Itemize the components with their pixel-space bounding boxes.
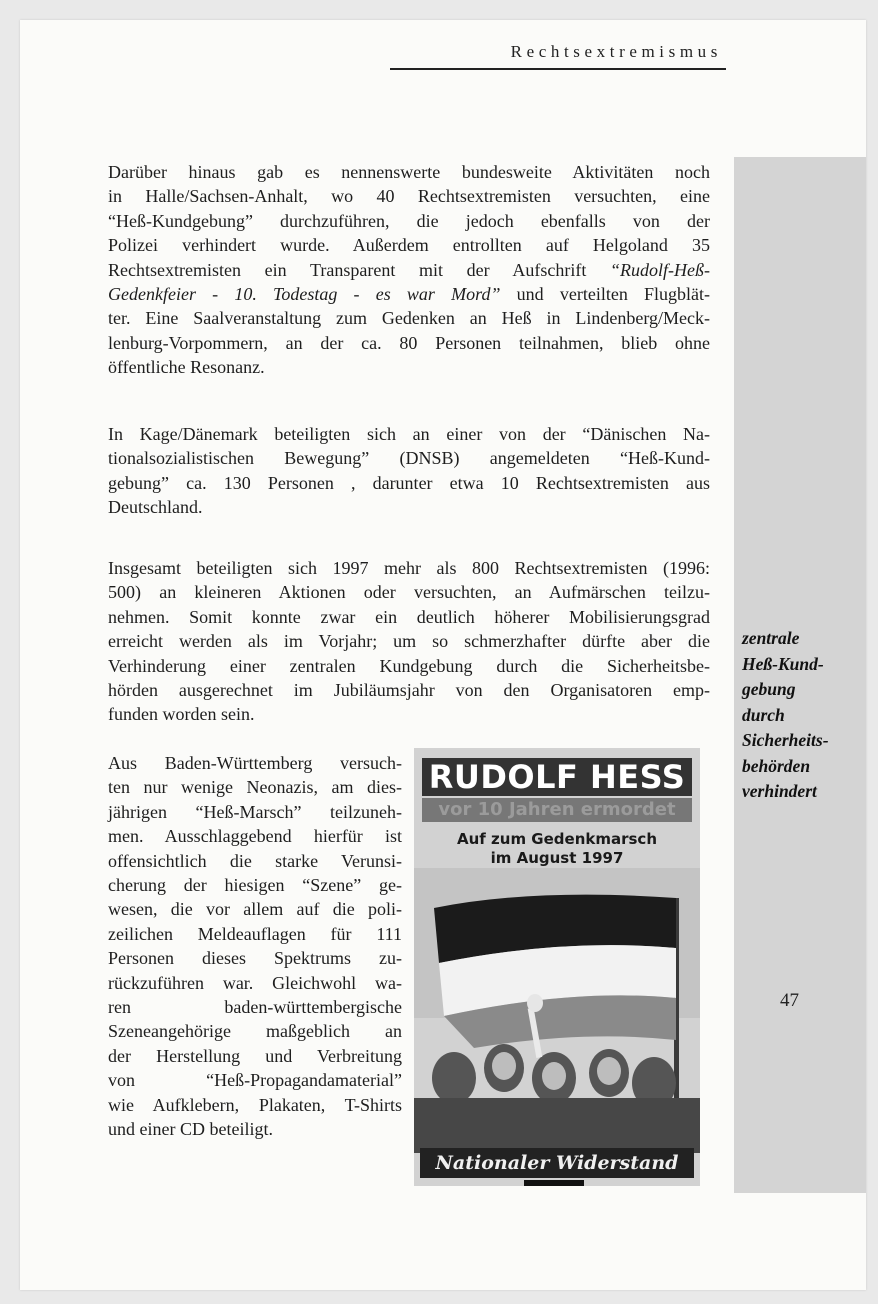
propaganda-poster-image xyxy=(414,748,700,1186)
text-line: men. Ausschlaggebend hierfür ist xyxy=(108,826,402,847)
paragraph-helgoland xyxy=(108,160,710,380)
text-line: 500) an kleineren Aktionen oder versuchten, an Aufmärschen teilzu- xyxy=(108,582,710,603)
text-line: der Herstellung und Verbreitung xyxy=(108,1045,402,1066)
margin-note-line: Sicherheits- xyxy=(742,730,829,750)
header-rule xyxy=(390,68,726,70)
text-line: und einer CD beteiligt. xyxy=(108,1119,273,1140)
running-header: Rechtsextremismus xyxy=(510,42,722,61)
crowd-figures xyxy=(414,1044,700,1153)
text-line: tionalsozialistischen Bewegung” (DNSB) angemeldeten “Heß-Kund- xyxy=(108,448,710,469)
text-line: ter. Eine Saalveranstaltung zum Gedenken an Heß in Lindenberg/Meck- xyxy=(108,308,710,329)
page-number: 47 xyxy=(780,990,799,1011)
text-line xyxy=(108,258,710,282)
text-line: “Heß-Kundgebung” durchzuführen, die jedoch ebenfalls von der xyxy=(108,210,710,231)
text-line: Deutschland. xyxy=(108,497,203,518)
text-line: Personen dieses Spektrums zu- xyxy=(108,948,402,969)
text-line: lenburg-Vorpommern, an der ca. 80 Personen teilnahmen, blieb ohne xyxy=(108,332,710,353)
poster-footer: Nationaler Widerstand xyxy=(420,1148,694,1178)
text-line: nehmen. Somit konnte zwar ein deutlich höherer Mobilisierungsgrad xyxy=(108,606,710,627)
text-line: jährigen “Heß-Marsch” teilzuneh- xyxy=(108,801,402,822)
text-line: rückzuführen war. Gleichwohl wa- xyxy=(108,972,402,993)
text-line: Insgesamt beteiligten sich 1997 mehr als 800 Rechtsextremisten (1996: xyxy=(108,558,710,578)
text-line: gebung” ca. 130 Personen , darunter etwa 10 Rechtsextremisten aus xyxy=(108,472,710,493)
margin-note xyxy=(742,626,862,805)
text-line: wie Aufklebern, Plakaten, T-Shirts xyxy=(108,1094,402,1115)
text-line: in Halle/Sachsen-Anhalt, wo 40 Rechtsextremisten versuchten, eine xyxy=(108,186,710,207)
quote-segment: Gedenkfeier - 10. Todestag - es war Mord” xyxy=(108,284,501,305)
text-line: In Kage/Dänemark beteiligten sich an einer von der “Dänischen Na- xyxy=(108,424,710,444)
margin-note-line: durch xyxy=(742,704,785,725)
margin-note-line: verhindert xyxy=(742,781,817,801)
paragraph-baden-wuerttemberg xyxy=(108,751,402,1142)
text-line: funden worden sein. xyxy=(108,704,255,725)
text-line: erreicht werden als im Vorjahr; um so schmerzhafter dürfte aber die xyxy=(108,631,710,652)
text-line: Verhinderung einer zentralen Kundgebung durch die Sicherheitsbe- xyxy=(108,655,710,676)
margin-note-line: behörden xyxy=(742,755,811,776)
text-line: Aus Baden-Württemberg versuch- xyxy=(108,753,402,773)
text-line xyxy=(108,282,710,306)
text-line: Polizei verhindert wurde. Außerdem entrollten auf Helgoland 35 xyxy=(108,235,710,256)
text-line: ten nur wenige Neonazis, am dies- xyxy=(108,777,402,798)
margin-note-line: gebung xyxy=(742,679,796,699)
poster-event-line: Auf zum Gedenkmarsch xyxy=(457,830,657,848)
text-line: öffentliche Resonanz. xyxy=(108,357,265,378)
poster-event-line: im August 1997 xyxy=(490,849,624,867)
text-line: ren baden-württembergische xyxy=(108,997,402,1018)
quote-segment: “Rudolf-Heß- xyxy=(610,259,710,280)
text-line: hörden ausgerechnet im Jubiläumsjahr von den Organisatoren emp- xyxy=(108,680,710,701)
text-line: offensichtlich die starke Verunsi- xyxy=(108,850,402,871)
poster-subtitle: vor 10 Jahren ermordet xyxy=(422,798,692,822)
margin-note-line: Heß-Kund- xyxy=(742,653,824,674)
paragraph-summary xyxy=(108,556,710,727)
poster-event-text xyxy=(424,830,690,868)
text-segment: und verteilten Flugblät- xyxy=(500,284,710,305)
margin-note-line: zentrale xyxy=(742,628,800,648)
text-line: cherung der hiesigen “Szene” ge- xyxy=(108,875,402,896)
text-line: von “Heß-Propagandamaterial” xyxy=(108,1070,402,1091)
paragraph-kage xyxy=(108,422,710,520)
text-segment: Rechtsextremisten ein Transparent mit der Aufschrift xyxy=(108,259,611,280)
text-line: Szeneangehörige maßgeblich an xyxy=(108,1021,402,1042)
text-line: Darüber hinaus gab es nennenswerte bundesweite Aktivitäten noch xyxy=(108,162,710,182)
poster-title: RUDOLF HESS xyxy=(422,758,692,796)
document-page xyxy=(20,20,866,1290)
text-line: wesen, die vor allem auf die poli- xyxy=(108,899,402,920)
text-line: zeilichen Meldeauflagen für 111 xyxy=(108,923,402,944)
